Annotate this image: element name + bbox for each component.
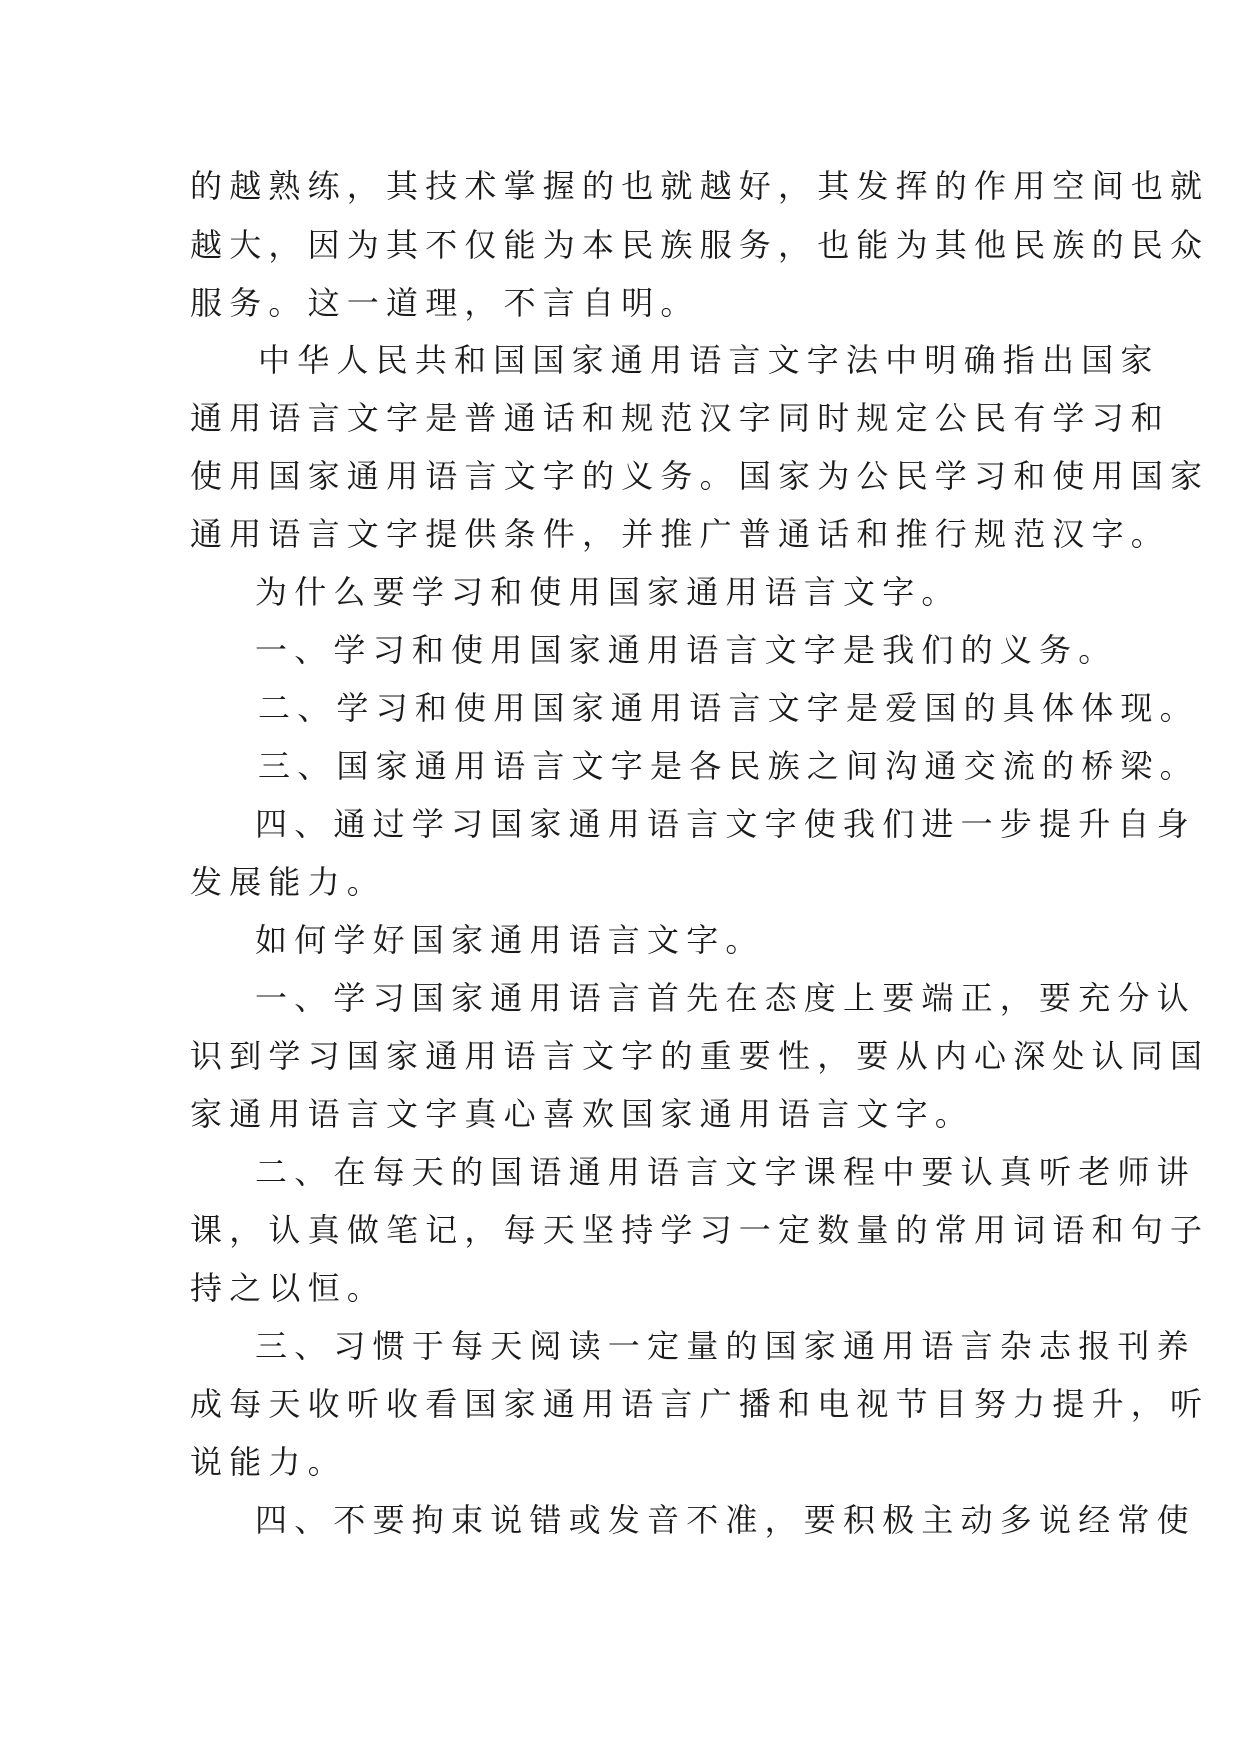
text-line: 二、学习和使用国家通用语言文字是爱国的具体体现。 [258,689,1199,727]
text-line: 家通用语言文字真心喜欢国家通用语言文字。 [190,1095,975,1133]
text-line: 四、不要拘束说错或发音不准，要积极主动多说经常使 [255,1501,1196,1539]
text-line: 课，认真做笔记，每天坚持学习一定数量的常用词语和句子 [190,1211,1210,1249]
text-line: 说能力。 [190,1443,347,1481]
text-line: 通用语言文字提供条件，并推广普通话和推行规范汉字。 [190,515,1171,553]
text-line: 通用语言文字是普通话和规范汉字同时规定公民有学习和 [190,399,1171,437]
text-line: 成每天收听收看国家通用语言广播和电视节目努力提升，听 [190,1385,1210,1423]
text-line: 四、通过学习国家通用语言文字使我们进一步提升自身 [255,805,1196,843]
text-line: 一、学习国家通用语言首先在态度上要端正，要充分认 [255,979,1196,1017]
text-line: 识到学习国家通用语言文字的重要性，要从内心深处认同国 [190,1037,1210,1075]
text-line: 发展能力。 [190,863,387,901]
text-line: 三、习惯于每天阅读一定量的国家通用语言杂志报刊养 [255,1327,1196,1365]
text-line: 二、在每天的国语通用语言文字课程中要认真听老师讲 [255,1153,1196,1191]
text-line: 持之以恒。 [190,1269,387,1307]
text-line: 一、学习和使用国家通用语言文字是我们的义务。 [255,631,1118,669]
text-line: 使用国家通用语言文字的义务。国家为公民学习和使用国家 [190,457,1210,495]
text-line: 越大，因为其不仅能为本民族服务，也能为其他民族的民众 [190,226,1210,264]
text-line: 中华人民共和国国家通用语言文字法中明确指出国家 [258,341,1160,379]
text-line: 服务。这一道理，不言自明。 [190,284,700,322]
text-line: 为什么要学习和使用国家通用语言文字。 [255,573,961,611]
text-line: 的越熟练，其技术掌握的也就越好，其发挥的作用空间也就 [190,167,1210,205]
text-line: 三、国家通用语言文字是各民族之间沟通交流的桥梁。 [258,747,1199,785]
text-line: 如何学好国家通用语言文字。 [255,921,765,959]
